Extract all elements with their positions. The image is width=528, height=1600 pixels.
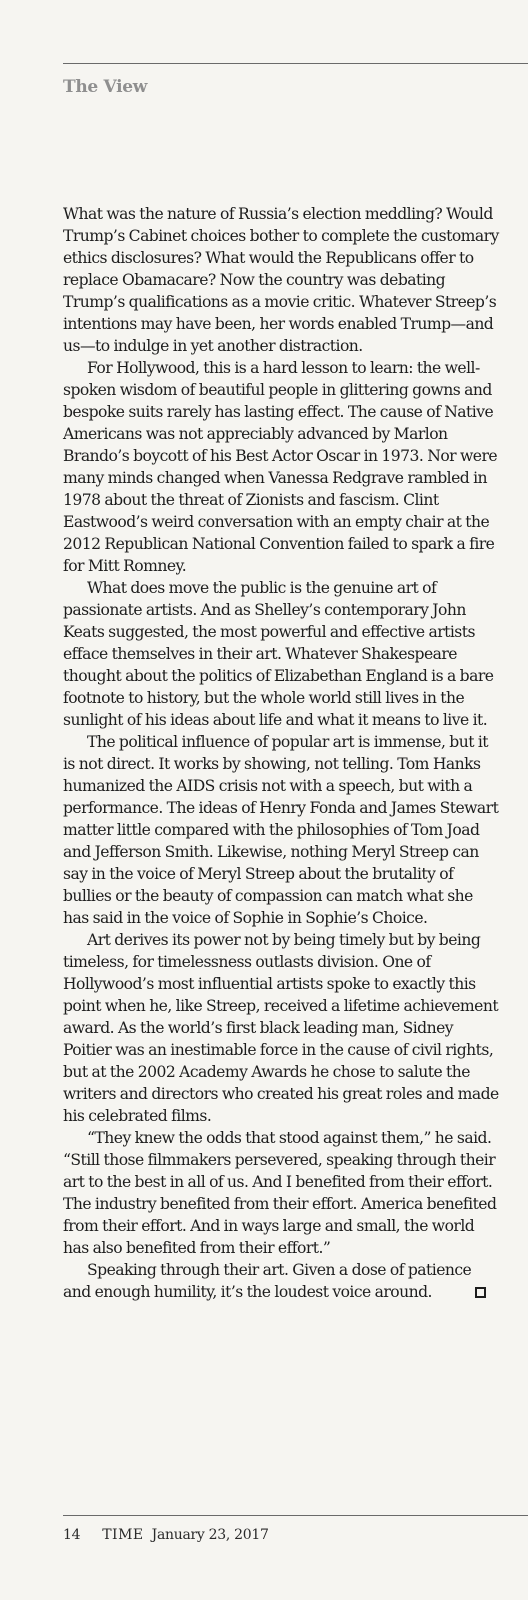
paragraph-5: Art derives its power not by being timely but by being timeless, for timelessness outlasts division. One of Hollywood’s most influential artists spoke to exactly this point when he, like Streep, received a lifetime achievement award. As the world’s first black leading man, Sidney Poitier was an inestimable force in the cause of civil rights, but at the 2002 Academy Awards he chose to salute the writers and directors who created his great roles and made his celebrated films. (63, 931, 499, 1125)
magazine-name: TIME (102, 1527, 144, 1543)
paragraph-2: For Hollywood, this is a hard lesson to learn: the well-spoken wisdom of beautiful people in glittering gowns and bespoke suits rarely has lasting effect. The cause of Native Americans was not appreciably advanced by Marlon Brando’s boycott of his Best Actor Oscar in 1973. Nor were many minds changed when Vanessa Redgrave rambled in 1978 about the threat of Zionists and fascism. Clint Eastwood’s weird conversation with an empty chair at the 2012 Republican National Convention failed to spark a fire for Mitt Romney. (63, 359, 498, 575)
top-rule (63, 63, 528, 64)
issue-date: January 23, 2017 (151, 1527, 269, 1543)
bottom-rule (63, 1515, 528, 1516)
paragraph-1: What was the nature of Russia’s election meddling? Would Trump’s Cabinet choices bother to complete the customary ethics disclosures? What would the Republicans offer to replace Obamacare? Now the country was debating Trump’s qualifications as a movie critic. Whatever Streep’s intentions may have been, her words enabled Trump—and us—to indulge in yet another distraction. (63, 205, 499, 355)
section-label: The View (63, 77, 148, 97)
paragraph-7: Speaking through their art. Given a dose of patience and enough humility, it’s the loudest voice around. (63, 1261, 472, 1301)
paragraph-3: What does move the public is the genuine art of passionate artists. And as Shelley’s contemporary John Keats suggested, the most powerful and effective artists efface themselves in their art. Whatever Shakespeare thought about the politics of Elizabethan England is a bare footnote to history, but the whole world still lives in the sunlight of his ideas about life and what it means to live it. (63, 579, 494, 729)
article-body (63, 203, 500, 1303)
paragraph-6: “They knew the odds that stood against them,” he said. “Still those filmmakers persevered, speaking through their art to the best in all of us. And I benefited from their effort. The industry benefited from their effort. America benefited from their effort. And in ways large and small, the world has also benefited from their effort.” (63, 1129, 497, 1257)
page-footer (63, 1527, 269, 1543)
paragraph-4: The political influence of popular art is immense, but it is not direct. It works by showing, not telling. Tom Hanks humanized the AIDS crisis not with a speech, but with a performance. The ideas of Henry Fonda and James Stewart matter little compared with the philosophies of Tom Joad and Jefferson Smith. Likewise, nothing Meryl Streep can say in the voice of Meryl Streep about the brutality of bullies or the beauty of compassion can match what she has said in the voice of Sophie in Sophie’s Choice. (63, 733, 499, 927)
end-mark-icon (475, 1287, 486, 1298)
closing-line (63, 1259, 500, 1303)
page-number: 14 (63, 1527, 81, 1543)
